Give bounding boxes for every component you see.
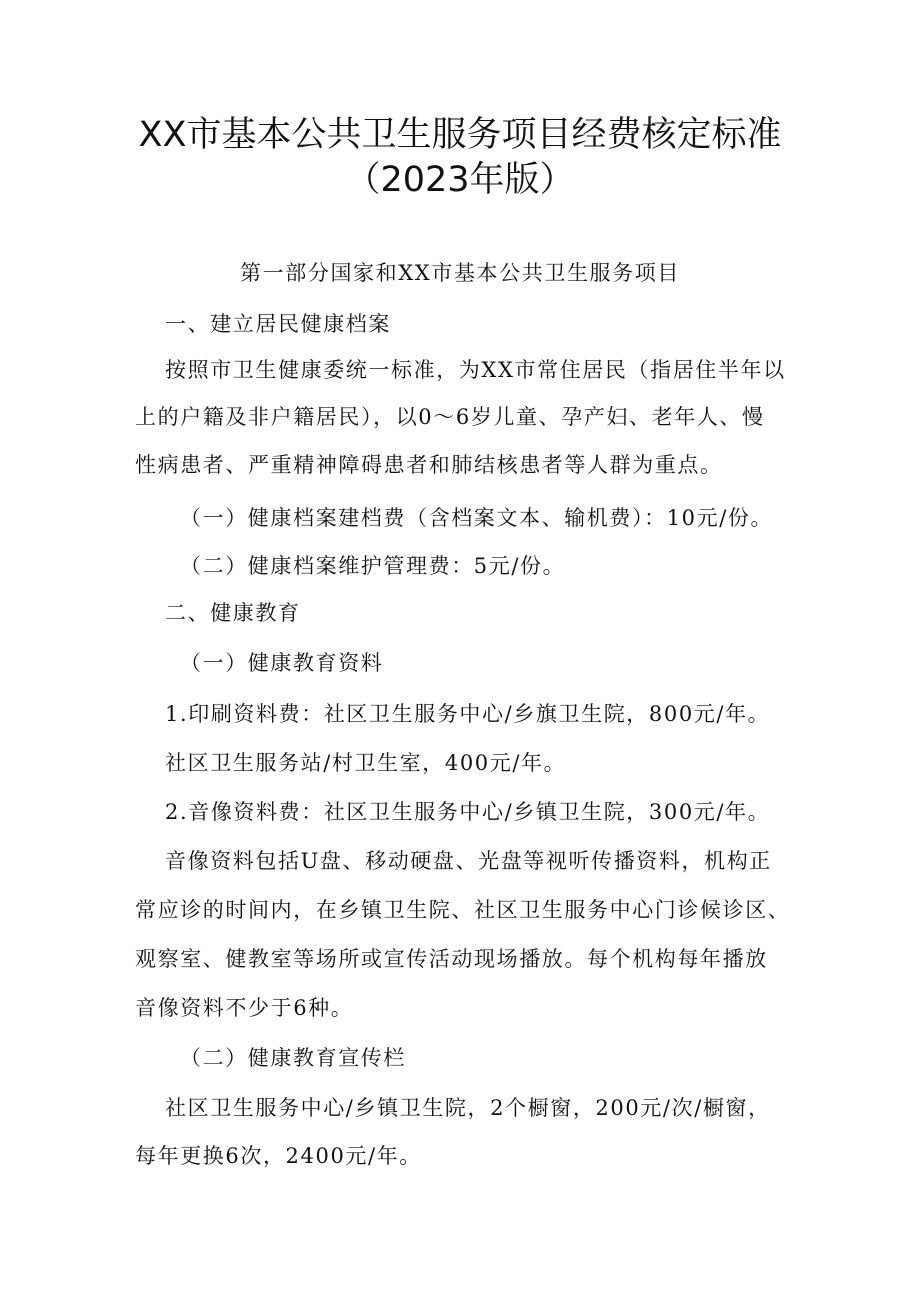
- document-edition: （2023年版）: [345, 160, 575, 200]
- paragraph-line: 音像资料包括U盘、移动硬盘、光盘等视听传播资料，机构正: [165, 849, 772, 873]
- section-heading-health-education: 二、健康教育: [165, 601, 301, 625]
- subsection-heading-materials: （一）健康教育资料: [180, 651, 384, 675]
- fee-item-audiovisual: 2.音像资料费：社区卫生服务中心/乡镇卫生院，300元/年。: [165, 800, 771, 824]
- paragraph-line: 上的户籍及非户籍居民），以0～6岁儿童、孕产妇、老年人、慢: [135, 405, 765, 429]
- paragraph-line: 音像资料不少于6种。: [135, 996, 354, 1020]
- fee-item-printing-station: 社区卫生服务站/村卫生室，400元/年。: [165, 751, 567, 775]
- paragraph-line: 常应诊的时间内，在乡镇卫生院、社区卫生服务中心门诊候诊区、: [135, 898, 791, 922]
- paragraph-line: 每年更换6次，2400元/年。: [135, 1144, 422, 1168]
- fee-item-record-maintenance: （二）健康档案维护管理费：5元/份。: [180, 554, 566, 578]
- paragraph-line: 社区卫生服务中心/乡镇卫生院，2个橱窗，200元/次/橱窗，: [165, 1096, 771, 1120]
- document-title: XX市基本公共卫生服务项目经费核定标准: [138, 115, 782, 155]
- section-heading-health-records: 一、建立居民健康档案: [165, 312, 391, 336]
- paragraph-line: 观察室、健教室等场所或宣传活动现场播放。每个机构每年播放: [135, 947, 768, 971]
- subsection-heading-bulletin-board: （二）健康教育宣传栏: [180, 1046, 406, 1070]
- paragraph-line: 性病患者、严重精神障碍患者和肺结核患者等人群为重点。: [135, 453, 723, 477]
- fee-item-printing: 1.印刷资料费：社区卫生服务中心/乡旗卫生院，800元/年。: [165, 702, 771, 726]
- paragraph-line: 按照市卫生健康委统一标准，为XX市常住居民（指居住半年以: [165, 358, 786, 382]
- fee-item-record-creation: （一）健康档案建档费（含档案文本、输机费）：10元/份。: [180, 506, 774, 530]
- part-heading: 第一部分国家和XX市基本公共卫生服务项目: [240, 261, 680, 285]
